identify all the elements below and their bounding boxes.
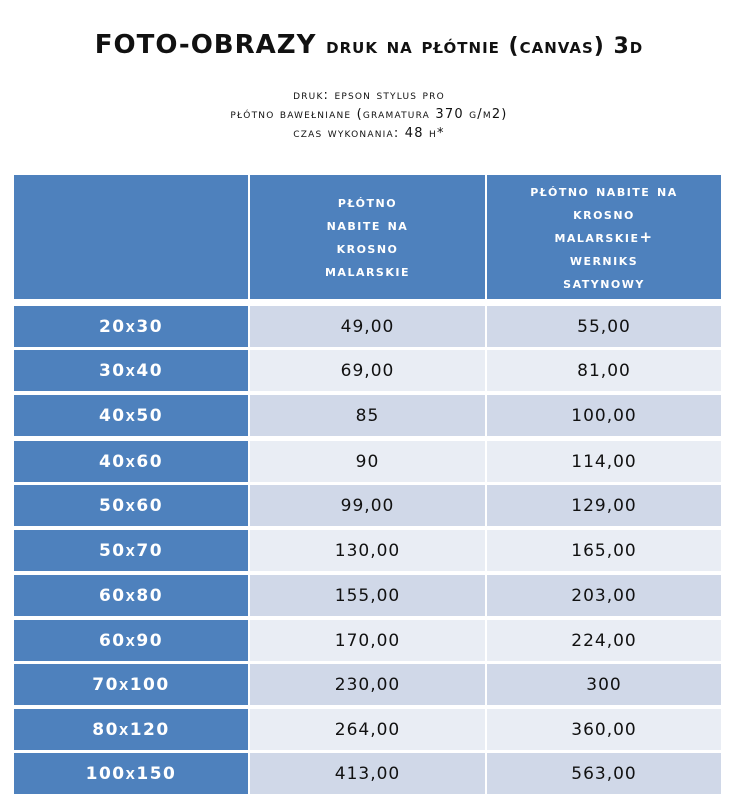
page-title — [0, 30, 738, 60]
column-header-line: krosno — [336, 239, 399, 257]
price-cell: 49,00 — [250, 306, 485, 347]
size-cell: 30x40 — [14, 350, 248, 391]
column-header-line: werniks — [569, 250, 639, 269]
size-cell: 20x30 — [14, 306, 248, 347]
size-cell: 70x100 — [14, 664, 248, 705]
price-cell: 114,00 — [487, 441, 721, 482]
price-cell: 69,00 — [250, 350, 485, 391]
price-cell: 224,00 — [487, 620, 721, 661]
title-rest: druk na płótnie (canvas) 3d — [326, 34, 644, 59]
column-header-1 — [250, 175, 485, 299]
size-cell: 100x150 — [14, 753, 248, 794]
price-cell: 90 — [250, 441, 485, 482]
size-cell: 50x70 — [14, 530, 248, 571]
size-cell: 60x80 — [14, 575, 248, 616]
price-cell: 170,00 — [250, 620, 485, 661]
price-cell: 300 — [487, 664, 721, 705]
column-header-line: malarskie — [324, 262, 410, 280]
size-cell: 40x50 — [14, 395, 248, 436]
column-header-line: płótno nabite na — [530, 181, 678, 200]
column-header-line: satynowy — [563, 273, 645, 292]
price-cell: 129,00 — [487, 485, 721, 526]
title-main: FOTO-OBRAZY — [94, 30, 317, 60]
price-cell: 55,00 — [487, 306, 721, 347]
price-cell: 155,00 — [250, 575, 485, 616]
price-cell: 81,00 — [487, 350, 721, 391]
price-cell: 413,00 — [250, 753, 485, 794]
column-header-line: płótno — [337, 193, 398, 211]
price-cell: 130,00 — [250, 530, 485, 571]
price-cell: 99,00 — [250, 485, 485, 526]
column-header-line: malarskie+ — [554, 227, 654, 246]
price-cell: 100,00 — [487, 395, 721, 436]
price-cell: 264,00 — [250, 709, 485, 750]
column-header-line: krosno — [573, 204, 635, 223]
subtitle-canvas: płótno bawełniane (gramatura 370 g/m2) — [230, 107, 508, 122]
size-cell: 60x90 — [14, 620, 248, 661]
price-cell: 360,00 — [487, 709, 721, 750]
column-header-2 — [487, 175, 721, 299]
size-cell: 40x60 — [14, 441, 248, 482]
price-cell: 230,00 — [250, 664, 485, 705]
price-cell: 165,00 — [487, 530, 721, 571]
column-header-0 — [14, 175, 248, 299]
size-cell: 50x60 — [14, 485, 248, 526]
subtitle-lead-time: czas wykonania: 48 h* — [293, 126, 445, 141]
price-cell: 85 — [250, 395, 485, 436]
subtitle-printer: druk: epson stylus pro — [293, 88, 445, 103]
price-cell: 203,00 — [487, 575, 721, 616]
size-cell: 80x120 — [14, 709, 248, 750]
price-cell: 563,00 — [487, 753, 721, 794]
column-header-line: nabite na — [326, 216, 409, 234]
